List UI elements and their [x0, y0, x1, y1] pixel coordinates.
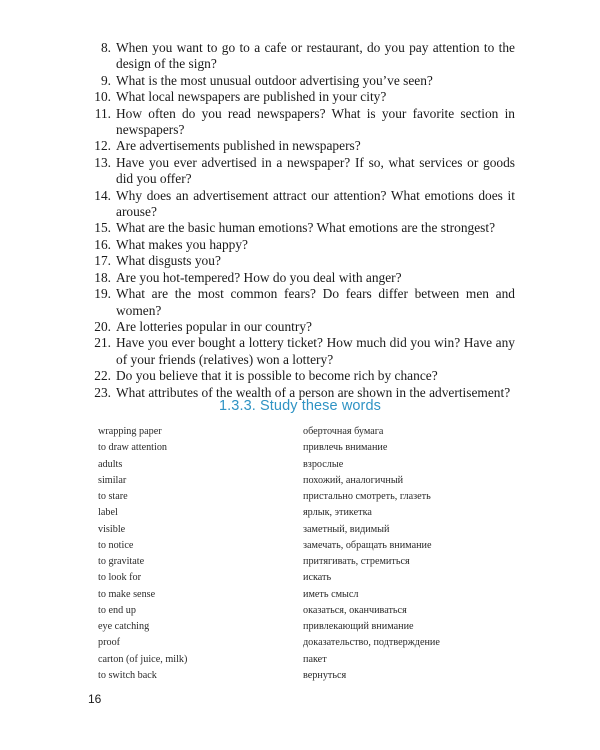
vocabulary-row	[98, 652, 498, 668]
question-text: Have you ever bought a lottery ticket? How much did you win? Have any of your friends (relatives) won a lottery?	[116, 335, 515, 367]
russian-translation: заметный, видимый	[303, 523, 390, 535]
question-item	[80, 40, 515, 73]
russian-translation: оказаться, оканчиваться	[303, 604, 407, 616]
question-item	[80, 368, 515, 384]
question-number: 18.	[94, 269, 111, 285]
question-number: 16.	[94, 236, 111, 252]
english-term: to make sense	[98, 588, 156, 600]
vocabulary-row	[98, 635, 498, 651]
page-number: 16	[88, 692, 102, 706]
vocabulary-list	[98, 424, 498, 684]
russian-translation: ярлык, этикетка	[303, 507, 372, 519]
russian-translation: взрослые	[303, 458, 344, 470]
question-number: 23.	[94, 384, 111, 400]
question-item	[80, 89, 515, 105]
question-number: 22.	[94, 368, 111, 384]
question-text: How often do you read newspapers? What is your favorite section in newspapers?	[116, 105, 515, 138]
question-list	[80, 40, 515, 401]
vocabulary-row	[98, 668, 498, 684]
vocabulary-row	[98, 473, 498, 489]
question-item	[80, 253, 515, 269]
vocabulary-row	[98, 619, 498, 635]
english-term: to end up	[98, 604, 136, 616]
question-number: 8.	[100, 40, 111, 55]
english-term: to stare	[98, 491, 128, 502]
question-item	[80, 155, 515, 188]
russian-translation: оберточная бумага	[303, 426, 384, 437]
english-term: to draw attention	[98, 442, 168, 454]
vocabulary-row	[98, 570, 498, 586]
question-number: 11.	[94, 105, 111, 121]
question-text: Do you believe that it is possible to become rich by chance?	[116, 368, 438, 384]
vocabulary-row	[98, 554, 498, 570]
russian-translation: иметь смысл	[303, 588, 359, 600]
vocabulary-row	[98, 505, 498, 521]
question-text: Are lotteries popular in our country?	[116, 318, 312, 334]
english-term: adults	[98, 458, 123, 470]
russian-translation: вернуться	[303, 669, 347, 681]
vocabulary-row	[98, 457, 498, 473]
russian-translation: замечать, обращать внимание	[303, 539, 432, 551]
question-text: What are the basic human emotions? What emotions are the strongest?	[116, 220, 496, 236]
question-number: 14.	[94, 187, 111, 203]
question-text: What local newspapers are published in your city?	[116, 89, 387, 105]
question-item	[80, 286, 515, 319]
question-text: What makes you happy?	[116, 236, 249, 252]
question-item	[80, 73, 515, 89]
vocabulary-row	[98, 603, 498, 619]
question-number: 9.	[100, 72, 111, 88]
question-number: 10.	[94, 89, 111, 105]
russian-translation: пристально смотреть, глазеть	[303, 491, 431, 502]
vocabulary-row	[98, 522, 498, 538]
question-text: Why does an advertisement attract our attention? What emotions does it arouse?	[116, 187, 515, 220]
russian-translation: притягивать, стремиться	[303, 556, 410, 567]
vocabulary-row	[98, 538, 498, 554]
vocabulary-row	[98, 489, 498, 505]
question-item	[80, 188, 515, 221]
question-number: 15.	[94, 220, 111, 236]
english-term: similar	[98, 474, 127, 486]
question-item	[80, 237, 515, 253]
russian-translation: пакет	[303, 653, 327, 665]
question-text: What are the most common fears? Do fears differ between men and women?	[116, 286, 515, 318]
question-item	[80, 270, 515, 286]
question-item	[80, 138, 515, 154]
question-number: 17.	[94, 253, 111, 269]
english-term: eye catching	[98, 621, 150, 632]
question-number: 20.	[94, 318, 111, 334]
question-text: What is the most unusual outdoor advertising you’ve seen?	[116, 72, 433, 88]
question-item	[80, 335, 515, 368]
vocabulary-row	[98, 424, 498, 440]
vocabulary-row	[98, 440, 498, 456]
question-item	[80, 106, 515, 139]
question-number: 19.	[94, 286, 111, 302]
russian-translation: доказательство, подтверждение	[303, 637, 440, 649]
english-term: to look for	[98, 572, 142, 584]
question-number: 21.	[94, 335, 111, 351]
russian-translation: привлечь внимание	[303, 442, 388, 454]
question-text: Have you ever advertised in a newspaper? If so, what services or goods did you offer?	[116, 154, 515, 187]
vocabulary-row	[98, 587, 498, 603]
english-term: wrapping paper	[98, 426, 162, 437]
question-text: Are advertisements published in newspapers?	[116, 138, 361, 154]
question-item	[80, 319, 515, 335]
question-number: 13.	[94, 154, 111, 170]
english-term: carton (of juice, milk)	[98, 653, 188, 665]
english-term: to gravitate	[98, 556, 145, 567]
english-term: visible	[98, 523, 126, 535]
russian-translation: искать	[303, 572, 332, 584]
english-term: label	[98, 507, 118, 519]
russian-translation: похожий, аналогичный	[303, 474, 404, 486]
section-heading: 1.3.3. Study these words	[219, 398, 381, 414]
question-text: Are you hot-tempered? How do you deal with anger?	[116, 269, 402, 285]
question-text: When you want to go to a cafe or restaurant, do you pay attention to the design of the sign?	[116, 40, 515, 72]
question-text: What attributes of the wealth of a person are shown in the advertisement?	[116, 384, 511, 400]
english-term: to switch back	[98, 669, 157, 681]
question-text: What disgusts you?	[116, 253, 221, 269]
english-term: proof	[98, 637, 121, 649]
russian-translation: привлекающий внимание	[303, 621, 414, 632]
question-item	[80, 220, 515, 236]
english-term: to notice	[98, 539, 134, 551]
question-number: 12.	[94, 138, 111, 154]
